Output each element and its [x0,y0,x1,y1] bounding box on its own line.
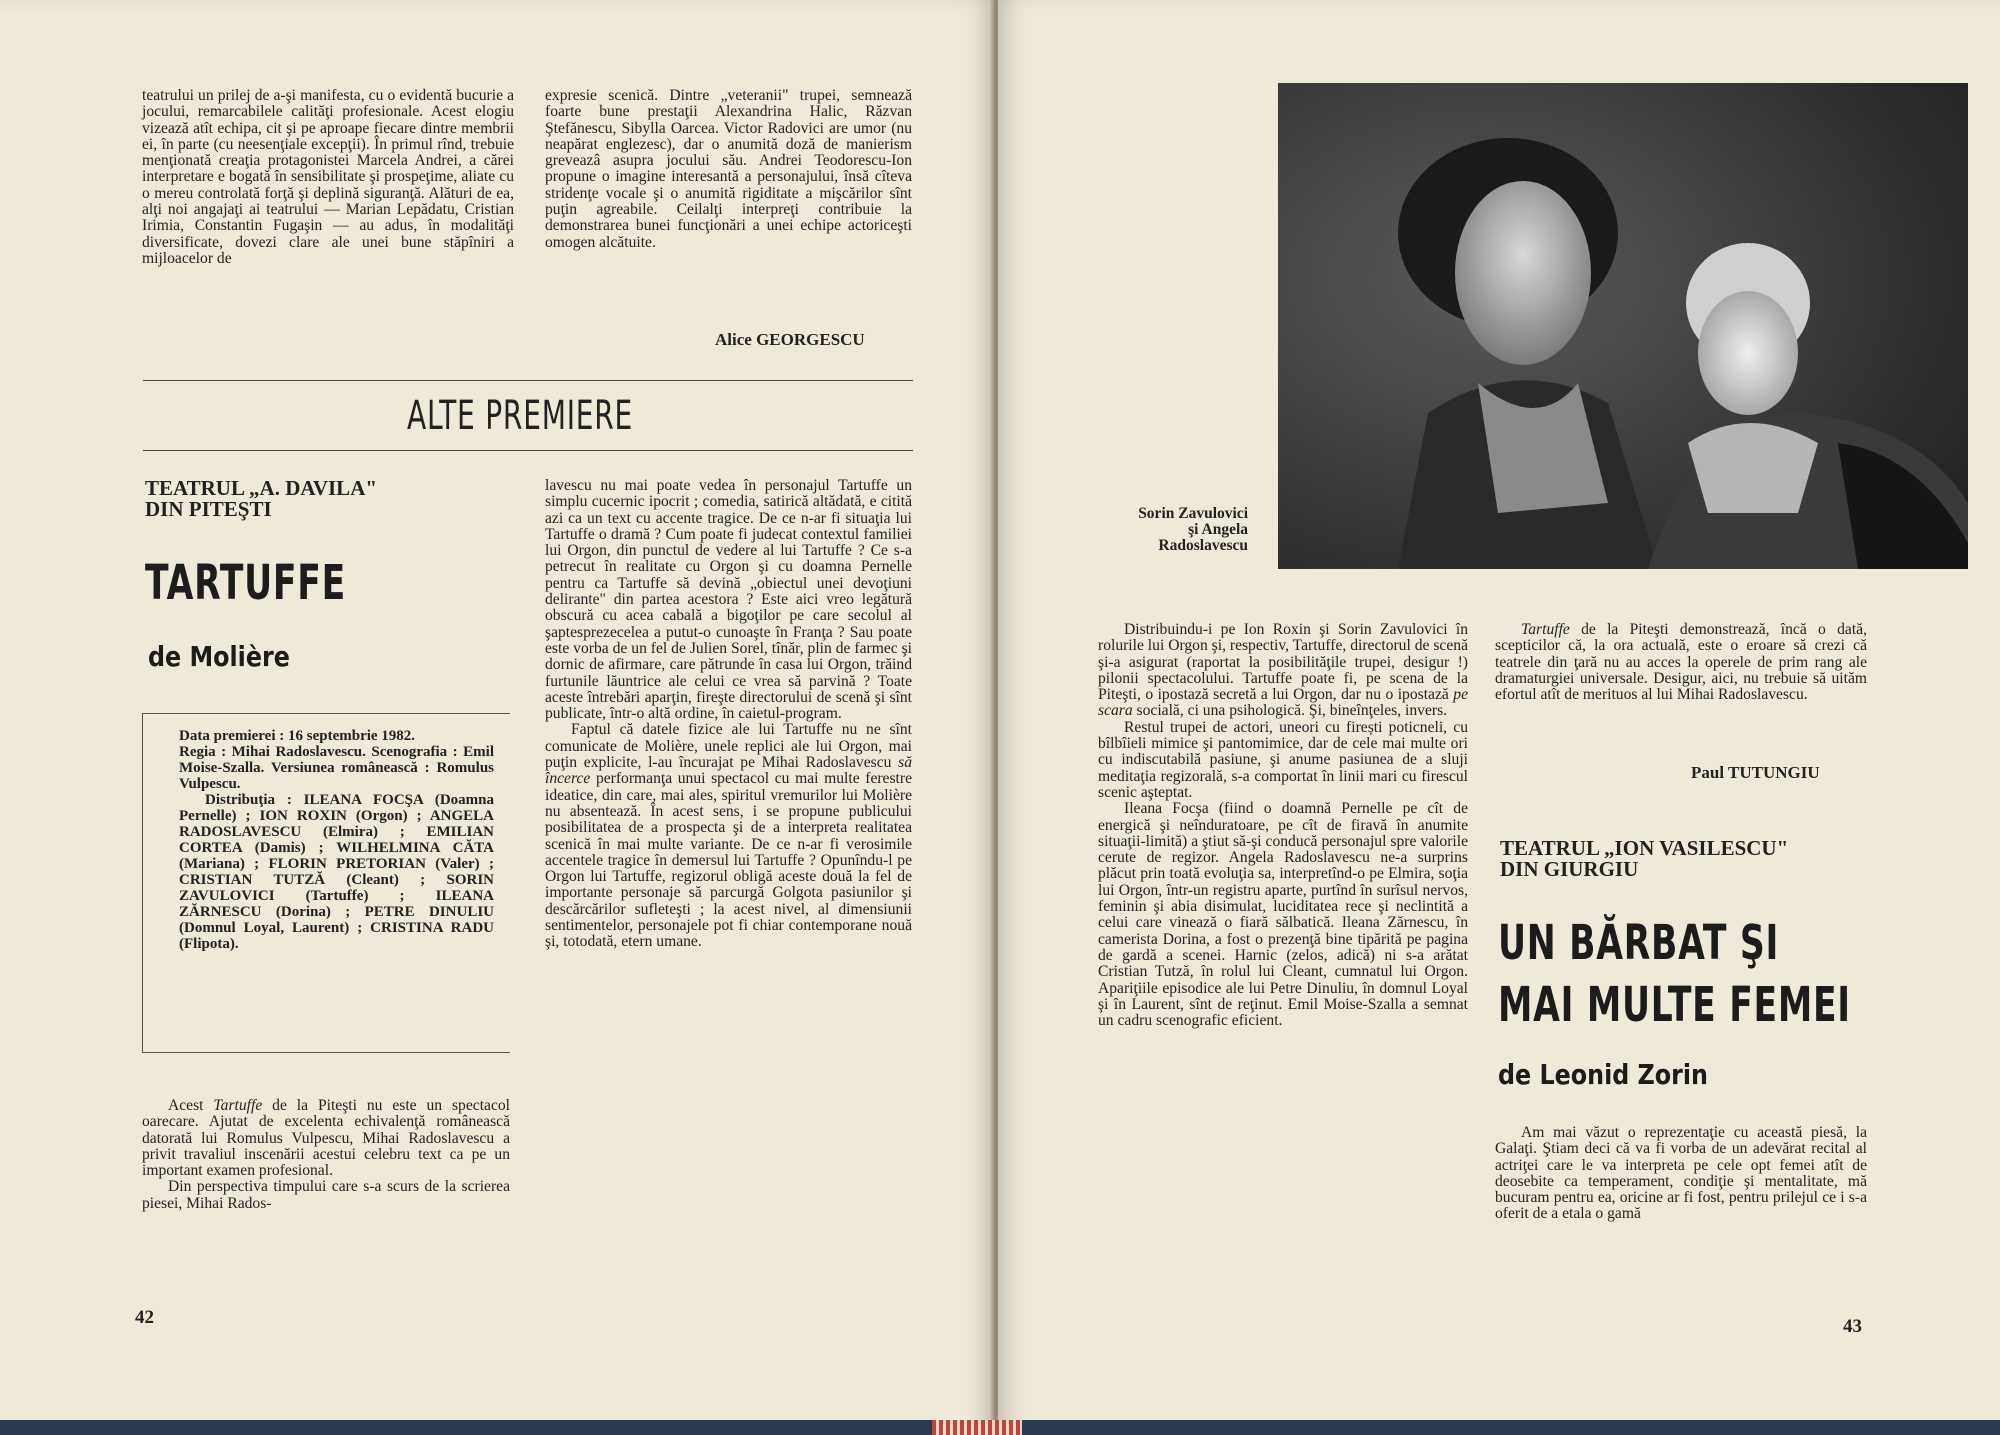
paragraph: lavescu nu mai poate vedea în personajul Tartuffe un simplu cucernic ipocrit ; comedia, satirică altădată, e citită azi ca un text cu accente tragice. De ce n-ar fi situaţia lui Tartuffe o dramă ? Cum poate fi judecat contextul familiei lui Orgon, din punctul de vedere al lui Tartuffe ? Ce s-a petrecut în realitate cu Orgon şi cu doamna Pernelle pentru ca Tartuffe să devină „obiectul unei devoţiuni delirante" din partea acestora ? Este aici vreo legătură obscură cu acea cabală a bigoţilor pe care secolul al şaptesprezecelea a putut-o cunoaşte în Franţa ? Sau poate este vorba de un fel de Julien Sorel, tînăr, plin de farmec şi dornic de afirmare, care pătrunde în casa lui Orgon, trăind furtunile lăuntrice ale celui ce vrea să parvină ? Toate aceste întrebări aparţin, fireşte directorului de scenă şi sînt publicate, într-o altă ordine, în caietul-program. [545,477,912,723]
play-title-line: UN BĂRBAT ŞI [1498,915,1780,971]
paragraph: expresie scenică. Dintre „veteranii" trupei, semnează foarte bune prestaţii Alexandrina Halic, Răzvan Ştefănescu, Sibylla Oarcea. Victor Radovici are umor (nu neapărat englezesc), dar o anumită doză de manierism greveazâ asupra jocului său. Andrei Teodorescu-Ion propune o imagine interesantă a personajului, însă cîteva stridenţe vocale şi o anumită rigiditate a mişcărilor sînt puţin agreabile. Ceilalţi interpreţi contribuie la demonstrarea bunei funcţionări a unei echipe actoriceşti omogen alcătuite. [545,87,912,251]
divider [143,380,913,381]
author: de Leonid Zorin [1498,1058,1709,1091]
right-page [998,0,2000,1435]
top-column-2 [545,88,912,251]
text-run: Faptul că datele fizice ale lui Tartuffe nu ne sînt comunicate de Molière, unele replici ale lui Orgon, mai puţin explicite, l-au încurajat pe Mihai Radoslavescu [545,721,912,772]
italic-run: pe scara [1098,686,1468,720]
divider [143,450,913,451]
photo-image [1278,83,1968,569]
paragraph [1098,622,1468,720]
photo-caption [1058,506,1248,554]
signature-paul-tutungiu: Paul TUTUNGIU [1691,763,1820,782]
right-column-1 [1098,622,1468,1029]
caption-line: şi Angela [1188,521,1248,538]
theatre-line: TEATRUL „A. DAVILA" [145,476,378,500]
credits: Regia : Mihai Radoslavescu. Scenografia : Emil Moise-Szalla. Versiunea românească : Romulus Vulpescu. [179,744,494,792]
paragraph: teatrului un prilej de a-şi manifesta, cu o evidentă bucurie a jocului, remarcabilele calităţi profesionale. Acest elogiu vizează atît echipa, cit şi pe aproape fiecare dintre membrii ei, în parte (cu neesenţiale excepţii). În primul rînd, trebuie menţionată creaţia protagonistei Marcela Andrei, a cărei interpretare e bogată în sensibilitate şi prospeţime, aliate cu o mereu controlată forţă şi deplină siguranţă. Alături de ea, alţi noi angajaţi ai teatrului — Marian Lepădatu, Cristian Irimia, Constantin Fugaşin — au adus, în modalităţi diversificate, dovezi clare ale unei bune stăpîniri a mijloacelor de [142,87,514,267]
paragraph: Am mai văzut o reprezentaţie cu această piesă, la Galaţi. Ştiam deci că va fi vorba de un adevărat recital al actriţei care le va interpreta pe cele opt femei atît de deosebite ca temperament, condiţie şi mentalitate, mă bucuram pentru ea, oricine ar fi fost, pentru prilejul ce i s-a oferit de a etala o gamă [1495,1124,1867,1223]
theatre-line: DIN PITEŞTI [145,497,272,521]
paragraph [1495,622,1867,703]
play-title [1498,912,1851,1036]
caption-line: Sorin Zavulovici [1138,505,1248,522]
theatre-name [1500,838,1788,880]
author: de Molière [148,640,290,673]
book-cover-edge [0,1420,2000,1435]
paragraph: Restul trupei de actori, uneori cu firești poticneli, cu bîlbîieli mimice şi pantomimice, dar de cele mai multe ori cu indiscutabilă pasiune, şi anume pasiunea de a sluji meditaţia regizorală, s-a comportat în linii mari cu firescul scenic aşteptat. [1098,718,1468,801]
premiere-date: Data premierei : 16 septembrie 1982. [179,728,416,744]
premiere-info-box [142,713,510,1053]
italic-run: să încerce [545,754,912,788]
signature-alice-georgescu: Alice GEORGESCU [715,330,865,349]
top-column-1 [142,88,514,267]
right-column-2-lower [1495,1125,1867,1223]
left-page [0,0,995,1435]
paragraph [142,1098,510,1179]
italic-run: Tartuffe [213,1097,263,1114]
page-number: 43 [1843,1316,1862,1337]
binding-thread [932,1420,1022,1435]
right-column-2 [1495,622,1867,703]
theatre-line: DIN GIURGIU [1500,857,1639,881]
page-number: 42 [135,1307,154,1328]
theatre-name [145,478,377,520]
text-run: de la Piteşti nu este un spectacol oarecare. Ajutat de excelenta echivalenţă românească datorată lui Romulus Vulpescu, Mihai Radoslavescu a privit travaliul inscenării acestui celebru text ca pe un important examen profesional. [142,1097,511,1180]
section-title: ALTE PREMIERE [407,393,634,439]
play-title: TARTUFFE [145,555,346,611]
bottom-column-2 [545,478,912,951]
bottom-column-1 [142,1098,510,1212]
text-run: de la Piteşti demonstrează, încă o dată, scepticilor că, la ora actuală, este o eroare să crezi că teatrele din ţară nu au acces la operele de prim rang ale dramaturgiei universale. Desigur, aici, nu trebuie să uităm efortul atît de merituos al lui Mihai Radoslavescu. [1495,621,1867,704]
caption-line: Radoslavescu [1158,537,1248,554]
theatre-line: TEATRUL „ION VASILESCU" [1500,836,1789,860]
italic-run: Tartuffe [1521,621,1570,638]
paragraph [545,722,912,950]
cast: Distribuţia : ILEANA FOCŞA (Doamna Pernelle) ; ION ROXIN (Orgon) ; ANGELA RADOSLAVESCU (Elmira) ; EMILIAN CORTEA (Damis) ; WILHELMINA CĂTA (Mariana) ; FLORIN PRETORIAN (Valer) ; CRISTIAN TUTZĂ (Cleant) ; SORIN ZAVULOVICI (Tartuffe) ; ILEANA ZĂRNESCU (Dorina) ; PETRE DINULIU (Domnul Loyal, Laurent) ; CRISTINA RADU (Flipota). [179,792,494,952]
text-run: performanţa unui spectacol cu mai multe ferestre ideatice, din care, mai ales, spiritul vremurilor lui Molière nu absentează. În acest sens, i se propune publicului posibilitatea de a prospecta şi de a interpreta realitatea scenică în mai multe variante. De ce n-ar fi verosimile accentele tragice în demersul lui Tartuffe ? Opunîndu-l pe Orgon lui Tartuffe, regizorul obligă aceste două la fel de importante personaje să parcurgă Golgota pasiunilor şi descărcărilor sufleteşti ; la acest nivel, al dimensiunii sentimentelor, personajele pot fi chiar contemporane nouă şi, totodată, etern umane. [545,770,912,951]
paragraph: Ileana Focşa (fiind o doamnă Pernelle pe cît de energică şi neînduratoare, pe cît de firavă în anumite situaţii-limită) a ştiut să-şi conducă personajul spre valorile cerute de regizor. Angela Radoslavescu ne-a surprins plăcut prin toată evoluţia sa, interpretînd-o pe Elmira, soţia lui Orgon, într-un registru aparte, purtînd în surîsul nervos, feminin şi abia disimulat, luciditatea rece şi neclintită a celui care vinează o fiară sălbatică. Ileana Zărnescu, în camerista Dorina, a fost o prezenţă bine tipărită pe pagina de gardă a scenei. Harnic (zelos, adică) ni s-a arătat Cristian Tutză, în rolul lui Cleant, cumnatul lui Orgon. Apariţiile episodice ale lui Petre Dinuliu, în domnul Loyal şi în Laurent, sînt de reţinut. Emil Moise-Szalla a semnat un cadru scenografic eficient. [1098,800,1468,1030]
production-photo [1278,83,1968,569]
text-run: socială, ci una psihologică. Şi, bineînţeles, invers. [1132,702,1448,720]
paragraph: Din perspectiva timpului care s-a scurs de la scrierea piesei, Mihai Rados- [142,1178,510,1212]
text-run: Acest [168,1097,214,1114]
play-title-line: MAI MULTE FEMEI [1498,977,1851,1033]
text-run: Distribuindu-i pe Ion Roxin şi Sorin Zavulovici în rolurile lui Orgon şi, respectiv, Tartuffe, directorul de scenă şi-a asigurat (raportat la posibilităţile trupei, desigur !) pilonii spectacolului. Tartuffe poate fi, pe scena de la Piteşti, o ipostază secretă a lui Orgon, dar nu o ipostază [1098,621,1468,704]
